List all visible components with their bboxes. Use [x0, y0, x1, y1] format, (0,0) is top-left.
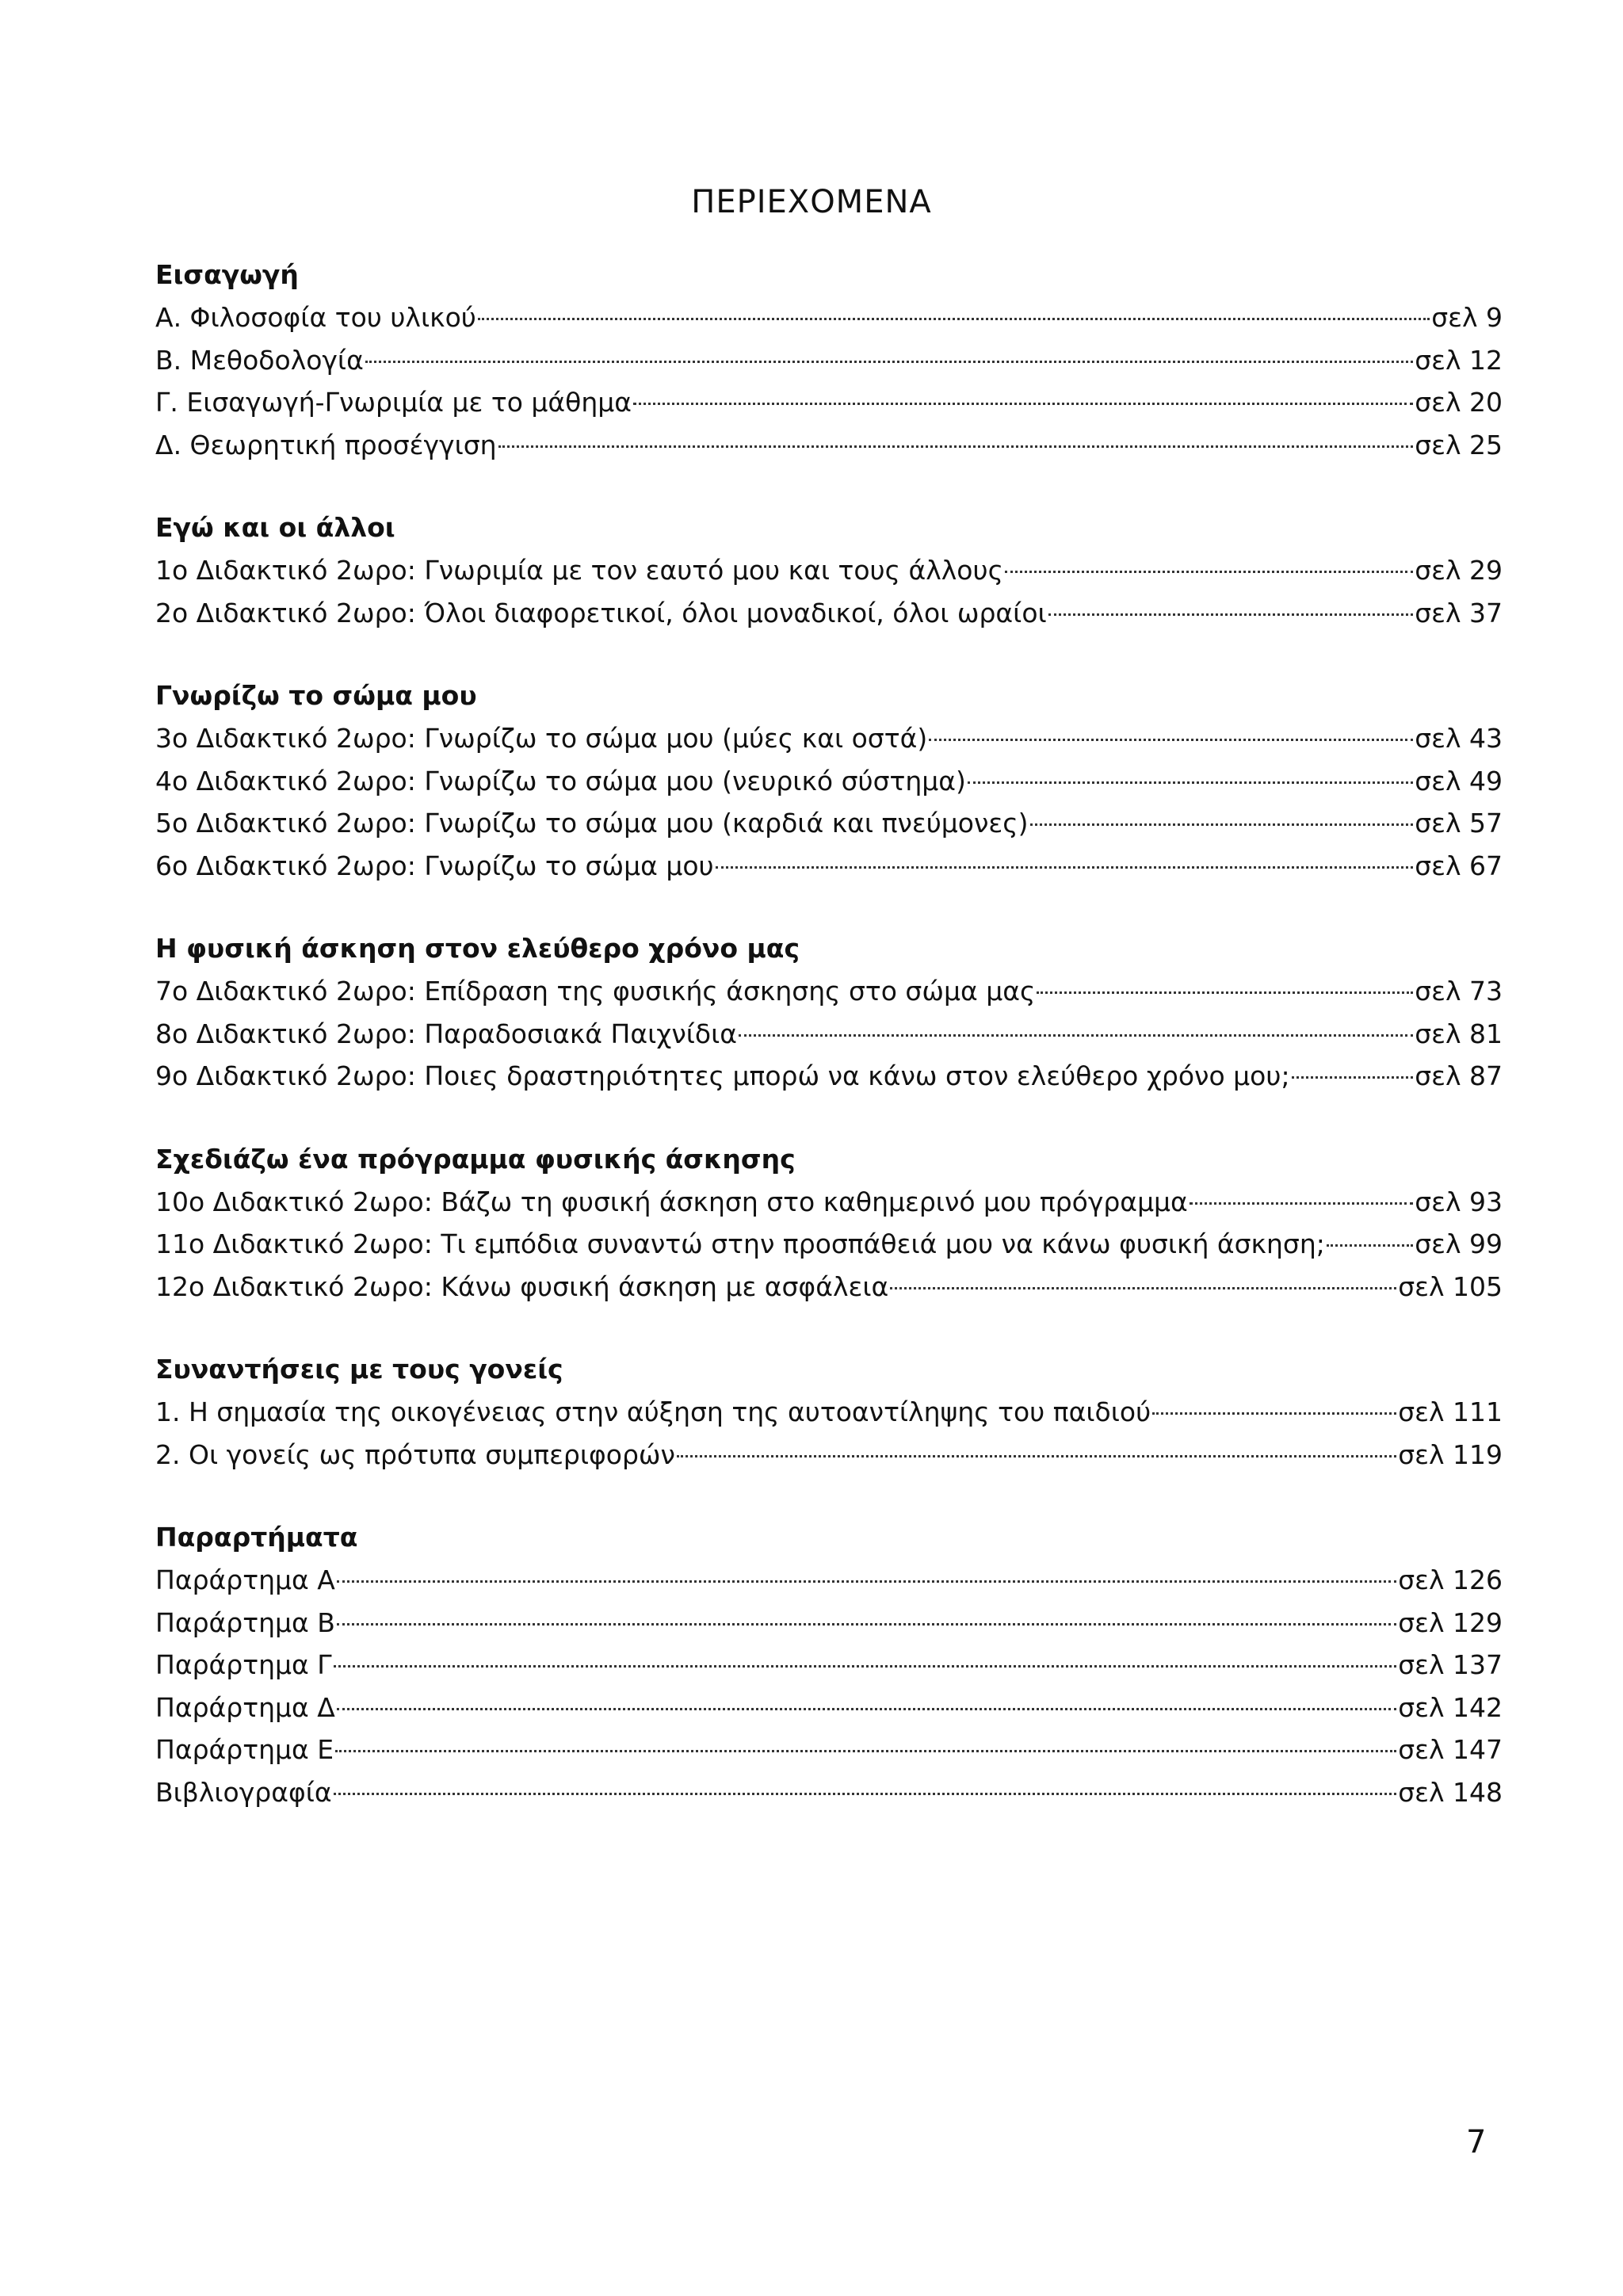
toc-entry-page: σελ 129 — [1398, 1606, 1503, 1638]
toc-entry-page: σελ 126 — [1398, 1564, 1503, 1595]
dot-leader — [1190, 1202, 1413, 1205]
dot-leader — [334, 1793, 1397, 1795]
toc-entry-page: σελ 111 — [1398, 1396, 1503, 1427]
dot-leader — [1048, 613, 1414, 616]
toc-entry[interactable] — [155, 1391, 1503, 1434]
toc-entry-title: Γ. Εισαγωγή-Γνωριμία με το μάθημα — [155, 387, 632, 418]
toc-entry-title: Β. Μεθοδολογία — [155, 344, 364, 376]
toc-entry[interactable] — [155, 845, 1503, 888]
toc-entry-page: σελ 142 — [1398, 1691, 1503, 1723]
toc-entry[interactable] — [155, 1687, 1503, 1729]
dot-leader — [478, 318, 1430, 320]
toc-section — [155, 254, 1503, 466]
toc-entry-page: σελ 12 — [1415, 344, 1503, 376]
toc-entry-title: 5ο Διδακτικό 2ωρο: Γνωρίζω το σώμα μου (καρδιά και πνεύμονες) — [155, 808, 1029, 839]
toc-entry-page: σελ 87 — [1415, 1060, 1503, 1091]
toc-entry-page: σελ 93 — [1415, 1186, 1503, 1217]
toc-entry[interactable] — [155, 802, 1503, 845]
toc-entry-page: σελ 105 — [1398, 1270, 1503, 1302]
toc-entry-title: 1. Η σημασία της οικογένειας στην αύξηση της αυτοαντίληψης του παιδιού — [155, 1396, 1151, 1427]
toc-entry[interactable] — [155, 1559, 1503, 1602]
toc-entry[interactable] — [155, 970, 1503, 1013]
toc-entry[interactable] — [155, 424, 1503, 467]
toc-entry[interactable] — [155, 717, 1503, 760]
toc-entry-page: σελ 25 — [1415, 429, 1503, 460]
toc-entry-title: Βιβλιογραφία — [155, 1776, 332, 1808]
toc-entry[interactable] — [155, 549, 1503, 592]
toc-entry-title: Παράρτημα Ε — [155, 1734, 334, 1765]
dot-leader — [968, 781, 1413, 784]
toc-entry-page: σελ 20 — [1415, 387, 1503, 418]
toc-entry-title: 1ο Διδακτικό 2ωρο: Γνωριμία με τον εαυτό μου και τους άλλους — [155, 555, 1003, 586]
toc-entry-page: σελ 57 — [1415, 808, 1503, 839]
dot-leader — [1030, 823, 1414, 826]
section-heading: Η φυσική άσκηση στον ελεύθερο χρόνο μας — [155, 933, 800, 964]
toc-entry-page: σελ 81 — [1415, 1018, 1503, 1049]
dot-leader — [337, 1708, 1396, 1710]
section-heading: Σχεδιάζω ένα πρόγραμμα φυσικής άσκησης — [155, 1143, 796, 1175]
toc-entry-title: 12ο Διδακτικό 2ωρο: Κάνω φυσική άσκηση με ασφάλεια — [155, 1270, 889, 1302]
toc-entry-title: 11ο Διδακτικό 2ωρο: Τι εμπόδια συναντώ στην προσπάθειά μου να κάνω φυσική άσκηση; — [155, 1228, 1325, 1259]
toc-entry-title: 2ο Διδακτικό 2ωρο: Όλοι διαφορετικοί, όλοι μοναδικοί, όλοι ωραίοι — [155, 597, 1047, 628]
toc-entry-title: 4ο Διδακτικό 2ωρο: Γνωρίζω το σώμα μου (νευρικό σύστημα) — [155, 765, 966, 797]
toc-entry-title: 6ο Διδακτικό 2ωρο: Γνωρίζω το σώμα μου — [155, 850, 714, 881]
toc-entry-page: σελ 137 — [1398, 1649, 1503, 1680]
toc-entry-page: σελ 37 — [1415, 597, 1503, 628]
dot-leader — [890, 1287, 1396, 1289]
toc-entry[interactable] — [155, 1181, 1503, 1224]
toc-entry-title: Δ. Θεωρητική προσέγγιση — [155, 429, 497, 460]
dot-leader — [337, 1580, 1396, 1583]
toc-entry[interactable] — [155, 1644, 1503, 1687]
section-heading: Εγώ και οι άλλοι — [155, 512, 395, 543]
page-number: 7 — [1466, 2124, 1487, 2160]
toc-entry[interactable] — [155, 592, 1503, 635]
toc-entry[interactable] — [155, 760, 1503, 803]
toc-entry[interactable] — [155, 381, 1503, 424]
toc-entry-title: Παράρτημα Γ — [155, 1649, 332, 1680]
dot-leader — [337, 1623, 1396, 1626]
toc-entry[interactable] — [155, 1729, 1503, 1771]
toc-entry[interactable] — [155, 1055, 1503, 1098]
toc-entry[interactable] — [155, 1266, 1503, 1308]
toc-entry-page: σελ 43 — [1415, 723, 1503, 754]
toc-entry-page: σελ 147 — [1398, 1734, 1503, 1765]
toc-entry-page: σελ 29 — [1415, 555, 1503, 586]
toc-section — [155, 1138, 1503, 1308]
table-of-contents — [155, 254, 1503, 1854]
section-heading: Γνωρίζω το σώμα μου — [155, 680, 477, 711]
dot-leader — [334, 1665, 1397, 1668]
toc-entry-title: Παράρτημα Β — [155, 1606, 335, 1638]
dot-leader — [1005, 571, 1413, 573]
dot-leader — [1037, 991, 1413, 994]
dot-leader — [929, 739, 1413, 741]
dot-leader — [716, 866, 1414, 869]
dot-leader — [739, 1034, 1413, 1037]
toc-entry[interactable] — [155, 1771, 1503, 1814]
page-title: ΠΕΡΙΕΧΟΜΕΝΑ — [691, 184, 932, 220]
toc-entry-page: σελ 148 — [1398, 1776, 1503, 1808]
dot-leader — [1152, 1412, 1396, 1415]
toc-entry-page: σελ 9 — [1431, 302, 1503, 333]
toc-entry[interactable] — [155, 1223, 1503, 1266]
toc-entry-page: σελ 99 — [1415, 1228, 1503, 1259]
dot-leader — [365, 361, 1413, 363]
toc-entry[interactable] — [155, 1434, 1503, 1477]
toc-entry-title: 2. Οι γονείς ως πρότυπα συμπεριφορών — [155, 1438, 675, 1470]
dot-leader — [498, 445, 1414, 448]
toc-entry-page: σελ 49 — [1415, 765, 1503, 797]
toc-entry-title: Παράρτημα Δ — [155, 1691, 335, 1723]
toc-entry[interactable] — [155, 1013, 1503, 1056]
dot-leader — [1292, 1076, 1414, 1079]
toc-entry-page: σελ 67 — [1415, 850, 1503, 881]
toc-entry-page: σελ 119 — [1398, 1438, 1503, 1470]
toc-section — [155, 674, 1503, 887]
toc-section — [155, 927, 1503, 1098]
toc-entry-title: Α. Φιλοσοφία του υλικού — [155, 302, 476, 333]
toc-entry-title: 8ο Διδακτικό 2ωρο: Παραδοσιακά Παιχνίδια — [155, 1018, 738, 1049]
toc-entry-title: 7ο Διδακτικό 2ωρο: Επίδραση της φυσικής άσκησης στο σώμα μας — [155, 976, 1036, 1007]
toc-entry-page: σελ 73 — [1415, 976, 1503, 1007]
toc-entry[interactable] — [155, 296, 1503, 339]
toc-entry[interactable] — [155, 1602, 1503, 1645]
section-heading: Παραρτήματα — [155, 1522, 358, 1553]
toc-entry[interactable] — [155, 339, 1503, 382]
section-heading: Εισαγωγή — [155, 259, 299, 290]
toc-section — [155, 506, 1503, 634]
toc-section — [155, 1516, 1503, 1813]
toc-entry-title: 9ο Διδακτικό 2ωρο: Ποιες δραστηριότητες μπορώ να κάνω στον ελεύθερο χρόνο μου; — [155, 1060, 1290, 1091]
toc-entry-title: 3ο Διδακτικό 2ωρο: Γνωρίζω το σώμα μου (μύες και οστά) — [155, 723, 928, 754]
section-heading: Συναντήσεις με τους γονείς — [155, 1354, 563, 1385]
toc-section — [155, 1348, 1503, 1476]
dot-leader — [677, 1455, 1396, 1457]
dot-leader — [335, 1750, 1396, 1752]
toc-entry-title: Παράρτημα Α — [155, 1564, 335, 1595]
toc-entry-title: 10ο Διδακτικό 2ωρο: Βάζω τη φυσική άσκηση στο καθημερινό μου πρόγραμμα — [155, 1186, 1188, 1217]
dot-leader — [633, 403, 1413, 405]
dot-leader — [1327, 1244, 1413, 1247]
